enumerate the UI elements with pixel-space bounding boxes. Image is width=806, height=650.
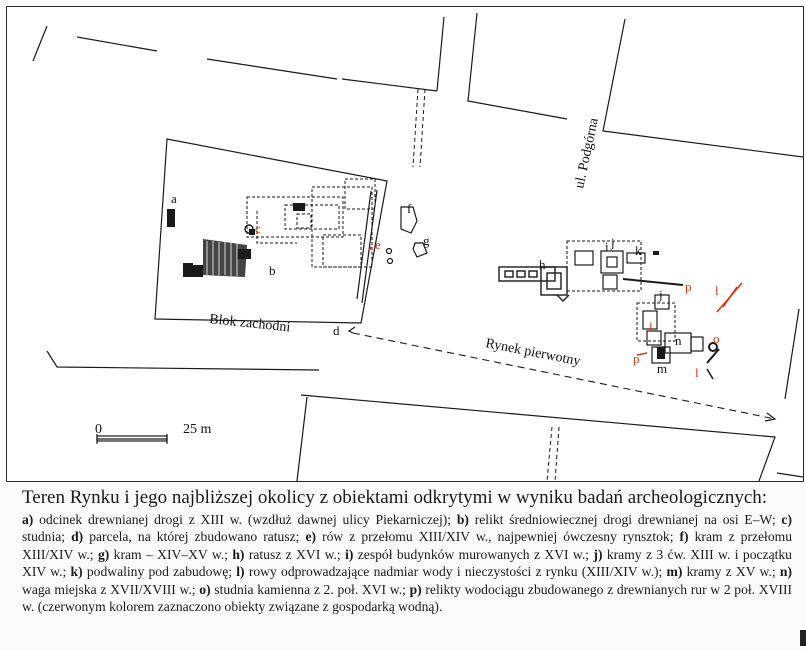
page-edge-mark bbox=[800, 630, 806, 646]
legend-key-e: e) bbox=[305, 529, 317, 545]
legend-text-h: ratusz z XVI w.; bbox=[244, 546, 346, 562]
legend-text-c: studnia; bbox=[22, 529, 72, 545]
legend-key-h: h) bbox=[232, 546, 245, 562]
legend-text-d: parcela, na której zbudowano ratusz; bbox=[83, 529, 306, 545]
legend-key-c: c) bbox=[781, 512, 792, 527]
marker-g: g bbox=[423, 233, 430, 248]
southern-block-outline bbox=[301, 395, 775, 481]
legend-text-f: kram z przełomu XIII/XIV w.; bbox=[22, 529, 793, 562]
legend-key-n: n) bbox=[779, 564, 792, 580]
legend-text-b: relikt średniowiecznej drogi drewnianej na osi E–W; bbox=[468, 512, 782, 527]
scale-end-label: 25 m bbox=[183, 422, 212, 437]
legend-key-o: o) bbox=[199, 581, 211, 597]
legend-text-i: zespół budynków murowanych z XVI w.; bbox=[353, 546, 594, 562]
street-outlines bbox=[33, 13, 803, 477]
marker-c: c bbox=[255, 221, 261, 236]
marker-n: n bbox=[675, 333, 682, 348]
caption-legend bbox=[22, 512, 792, 614]
marker-i: i bbox=[605, 239, 609, 254]
marker-k: k bbox=[635, 243, 642, 258]
block-label: Blok zachodni bbox=[208, 312, 291, 336]
caption-title: Teren Rynku i jego najbliższej okolicy z obiektami odkrytymi w wyniku badań archeologicznych: bbox=[22, 487, 768, 508]
legend-key-g: g) bbox=[97, 546, 110, 562]
marker-j-lower: j bbox=[659, 287, 663, 302]
legend-text-o: studnia kamienna z 2. poł. XVI w.; bbox=[210, 581, 410, 597]
legend-key-j: j) bbox=[593, 546, 603, 562]
map-frame bbox=[6, 6, 804, 482]
marker-l-lower: l bbox=[649, 319, 653, 334]
legend-key-f: f) bbox=[679, 529, 689, 545]
legend-key-l: l) bbox=[236, 564, 245, 580]
marker-l: l bbox=[715, 283, 719, 298]
legend-text-k: podwaliny pod zabudowę; bbox=[82, 564, 237, 580]
legend-key-m: m) bbox=[666, 564, 683, 580]
legend-text-n: waga miejska z XVII/XVIII w.; bbox=[22, 581, 200, 597]
marker-l-south: l bbox=[695, 365, 699, 380]
lower-street-line bbox=[47, 351, 319, 370]
marker-p-lower: p bbox=[633, 351, 640, 366]
marker-d: d bbox=[333, 323, 340, 338]
legend-text-e: rów z przełomu XIII/XIV w., najpewniej ówczesny rynsztok; bbox=[316, 529, 680, 545]
marker-f: f bbox=[407, 201, 412, 216]
marker-e: e bbox=[375, 237, 381, 252]
legend-text-p: relikty wodociągu zbudowanego z drewnianych rur w 2 poł. XVIII w. (czerwonym kolorem zaznaczono obiekty związane z gospodarką wodną). bbox=[22, 581, 792, 615]
marker-p: p bbox=[685, 279, 692, 294]
legend-key-a: a) bbox=[22, 512, 34, 527]
marker-h: h bbox=[539, 257, 546, 272]
marker-j: j bbox=[611, 235, 615, 250]
marker-o: o bbox=[713, 331, 720, 346]
site-plan-map bbox=[7, 7, 803, 481]
street-label: ul. Podgórna bbox=[572, 116, 602, 190]
legend-text-l: rowy odprowadzające nadmiar wody i nieczystości z rynku (XIII/XIV w.); bbox=[244, 564, 667, 580]
legend-key-b: b) bbox=[456, 512, 469, 527]
legend-text-m: kramy z XV w.; bbox=[682, 564, 780, 580]
market-block-outline bbox=[155, 139, 387, 323]
legend-key-p: p) bbox=[409, 581, 422, 597]
map-caption bbox=[22, 486, 792, 615]
legend-key-d: d) bbox=[71, 529, 84, 545]
legend-text-g: kram – XIV–XV w.; bbox=[109, 546, 233, 562]
scale-bar-graphic bbox=[97, 434, 167, 444]
marker-a: a bbox=[171, 191, 177, 206]
legend-key-k: k) bbox=[70, 564, 83, 580]
legend-text-j: kramy z 3 ćw. XIII w. i początku XIV w.; bbox=[22, 546, 792, 580]
marker-m: m bbox=[657, 361, 668, 376]
market-label: Rynek pierwotny bbox=[484, 336, 582, 370]
legend-text-a: odcinek drewnianej drogi z XIII w. (wzdłuż dawnej ulicy Piekarniczej); bbox=[33, 512, 457, 527]
scale-start-label: 0 bbox=[95, 422, 102, 437]
legend-key-i: i) bbox=[345, 546, 354, 562]
marker-b: b bbox=[269, 263, 276, 278]
